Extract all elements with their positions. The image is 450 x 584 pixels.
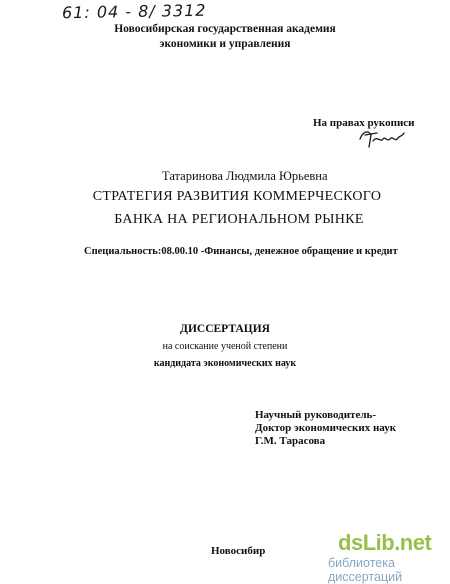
watermark-subtitle: библиотека диссертаций bbox=[328, 556, 403, 584]
specialty-line: Специальность:08.00.10 -Финансы, денежное обращение и кредит bbox=[84, 246, 398, 257]
supervisor-line2: Доктор экономических наук bbox=[255, 422, 397, 434]
supervisor-line1: Научный руководитель- bbox=[255, 409, 376, 421]
institution-name-line1: Новосибирская государственная академия bbox=[114, 23, 336, 35]
degree-line1: на соискание ученой степени bbox=[162, 341, 288, 352]
logo-part-ds: ds bbox=[338, 530, 363, 555]
city-label: Новосибир bbox=[211, 545, 266, 557]
institution-name-line2: экономики и управления bbox=[159, 38, 291, 50]
handwritten-signature bbox=[357, 127, 407, 151]
degree-line2: кандидата экономических наук bbox=[153, 358, 297, 369]
author-name: Татаринова Людмила Юрьевна bbox=[162, 169, 328, 183]
dissertation-title-line1: СТРАТЕГИЯ РАЗВИТИЯ КОММЕРЧЕСКОГО bbox=[92, 189, 382, 204]
dissertation-heading: ДИССЕРТАЦИЯ bbox=[180, 323, 270, 335]
dissertation-title-line2: БАНКА НА РЕГИОНАЛЬНОМ РЫНКЕ bbox=[114, 212, 364, 227]
rights-label: На правах рукописи bbox=[313, 117, 415, 129]
dslib-watermark-logo bbox=[338, 530, 431, 556]
handwritten-archive-number: 61: 04 - 8/ 3312 bbox=[61, 0, 207, 23]
logo-part-lib: Lib bbox=[362, 530, 395, 555]
supervisor-name: Г.М. Тарасова bbox=[255, 435, 326, 447]
logo-part-net: .net bbox=[394, 530, 432, 555]
